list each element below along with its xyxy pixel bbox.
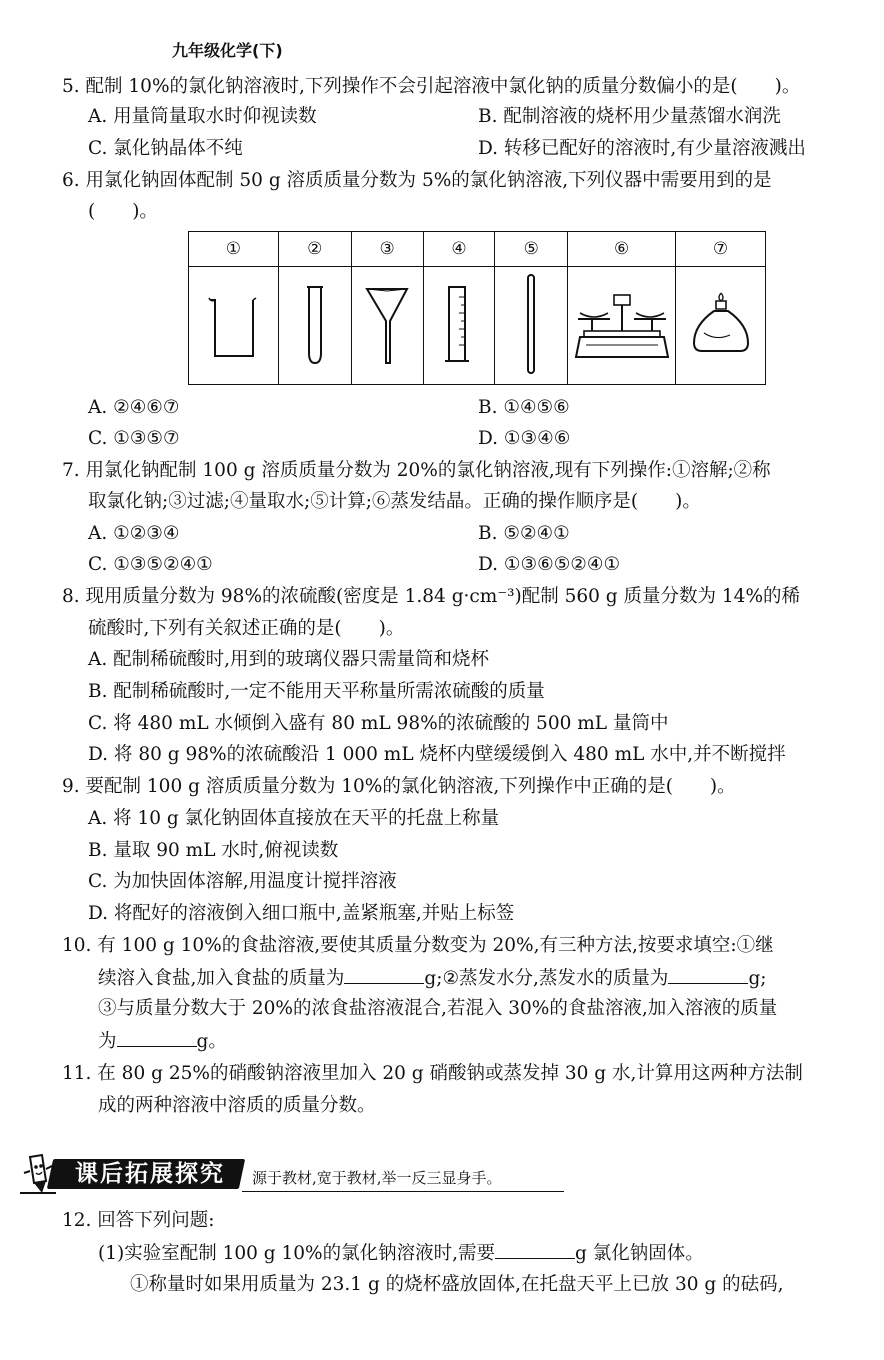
instrument-label-6: ⑥ (568, 232, 676, 267)
q5-stem: 5. 配制 10%的氯化钠溶液时,下列操作不会引起溶液中氯化钠的质量分数偏小的是( )。 (62, 76, 801, 97)
instrument-label-7: ⑦ (676, 232, 766, 267)
q8-stem-line2: 硫酸时,下列有关叙述正确的是( )。 (88, 618, 405, 639)
q6-option-b: B. ①④⑤⑥ (478, 397, 570, 418)
balance-icon (574, 287, 670, 361)
q7-stem-line1: 7. 用氯化钠配制 100 g 溶质质量分数为 20%的氯化钠溶液,现有下列操作:①溶解;②称 (62, 460, 771, 481)
test-tube-icon (300, 279, 330, 369)
q10-line2 (98, 965, 767, 992)
funnel-icon (362, 279, 412, 369)
instrument-cell-4 (423, 267, 495, 385)
glass-rod-icon (521, 269, 541, 379)
q12-part1-a: (1)实验室配制 100 g 10%的氯化钠溶液时,需要 (98, 1243, 496, 1264)
q7-option-c: C. ①③⑤②④① (88, 554, 213, 575)
alcohol-lamp-icon (686, 289, 756, 359)
instrument-label-1: ① (189, 232, 279, 267)
instrument-cell-5 (495, 267, 568, 385)
q12-part2: ①称量时如果用质量为 23.1 g 的烧杯盛放固体,在托盘天平上已放 30 g 的砝码, (130, 1274, 784, 1295)
answer-blank[interactable] (668, 965, 748, 984)
q12-part1-b: g 氯化钠固体。 (575, 1243, 704, 1264)
instrument-label-5: ⑤ (495, 232, 568, 267)
q10-line1: 10. 有 100 g 10%的食盐溶液,要使其质量分数变为 20%,有三种方法,按要求填空:①继 (62, 935, 774, 956)
q6-option-d: D. ①③④⑥ (478, 428, 571, 449)
q9-option-b: B. 量取 90 mL 水时,俯视读数 (88, 840, 339, 861)
q9-option-d: D. 将配好的溶液倒入细口瓶中,盖紧瓶塞,并贴上标签 (88, 903, 515, 924)
q6-option-c: C. ①③⑤⑦ (88, 428, 180, 449)
page-header: 九年级化学(下) (172, 41, 283, 60)
section-title: 课后拓展探究 (75, 1161, 225, 1187)
section-motto: 源于教材,宽于教材,举一反三显身手。 (252, 1169, 502, 1187)
q6-option-a: A. ②④⑥⑦ (88, 397, 180, 418)
instrument-label-2: ② (278, 232, 351, 267)
q9-option-a: A. 将 10 g 氯化钠固体直接放在天平的托盘上称量 (88, 808, 500, 829)
q10-line3: ③与质量分数大于 20%的浓食盐溶液混合,若混入 30%的食盐溶液,加入溶液的质量 (98, 998, 778, 1019)
q9-option-c: C. 为加快固体溶解,用温度计搅拌溶液 (88, 871, 397, 892)
q6-stem-line1: 6. 用氯化钠固体配制 50 g 溶质质量分数为 5%的氯化钠溶液,下列仪器中需要用到的是 (62, 170, 772, 191)
q8-option-d: D. 将 80 g 98%的浓硫酸沿 1 000 mL 烧杯内壁缓缓倒入 480 mL 水中,并不断搅拌 (88, 744, 786, 765)
q5-option-c: C. 氯化钠晶体不纯 (88, 138, 243, 159)
section-underline (242, 1191, 564, 1192)
instrument-cell-3 (351, 267, 423, 385)
q5-option-a: A. 用量筒量取水时仰视读数 (88, 106, 317, 127)
instrument-cell-7 (676, 267, 766, 385)
q12-part1 (98, 1240, 704, 1267)
q11-line2: 成的两种溶液中溶质的质量分数。 (98, 1095, 376, 1116)
answer-blank[interactable] (495, 1240, 575, 1259)
instrument-label-3: ③ (351, 232, 423, 267)
q6-stem-line2: ( )。 (88, 201, 158, 222)
instrument-cell-1 (189, 267, 279, 385)
instrument-table (188, 231, 766, 385)
section-banner (16, 1153, 878, 1199)
q10-line2-part1: 续溶入食盐,加入食盐的质量为 (98, 968, 345, 989)
q10-line4-part1: 为 (98, 1031, 117, 1052)
answer-blank[interactable] (344, 965, 424, 984)
q8-option-a: A. 配制稀硫酸时,用到的玻璃仪器只需量筒和烧杯 (88, 649, 490, 670)
q7-option-d: D. ①③⑥⑤②④① (478, 554, 621, 575)
q8-option-b: B. 配制稀硫酸时,一定不能用天平称量所需浓硫酸的质量 (88, 681, 545, 702)
answer-blank[interactable] (117, 1028, 197, 1047)
q8-stem-line1: 8. 现用质量分数为 98%的浓硫酸(密度是 1.84 g·cm⁻³)配制 560 g 质量分数为 14%的稀 (62, 586, 801, 607)
q11-line1: 11. 在 80 g 25%的硝酸钠溶液里加入 20 g 硝酸钠或蒸发掉 30 g 水,计算用这两种方法制 (62, 1063, 803, 1084)
q5-option-d: D. 转移已配好的溶液时,有少量溶液溅出 (478, 138, 806, 159)
instrument-cell-2 (278, 267, 351, 385)
q10-line2-part3: g; (748, 968, 767, 989)
q10-line4-part2: g。 (196, 1031, 227, 1052)
q7-option-b: B. ⑤②④① (478, 523, 570, 544)
q5-option-b: B. 配制溶液的烧杯用少量蒸馏水润洗 (478, 106, 781, 127)
q10-line4 (98, 1028, 227, 1055)
instrument-label-4: ④ (423, 232, 495, 267)
q8-option-c: C. 将 480 mL 水倾倒入盛有 80 mL 98%的浓硫酸的 500 mL 量筒中 (88, 713, 669, 734)
q12-stem: 12. 回答下列问题: (62, 1210, 215, 1231)
instrument-cell-6 (568, 267, 676, 385)
graduated-cylinder-icon (439, 279, 479, 369)
q7-stem-line2: 取氯化钠;③过滤;④量取水;⑤计算;⑥蒸发结晶。正确的操作顺序是( )。 (88, 491, 701, 512)
beaker-icon (203, 284, 263, 364)
q10-line2-part2: g;②蒸发水分,蒸发水的质量为 (424, 968, 669, 989)
q9-stem: 9. 要配制 100 g 溶质质量分数为 10%的氯化钠溶液,下列操作中正确的是( )。 (62, 776, 736, 797)
q7-option-a: A. ①②③④ (88, 523, 180, 544)
